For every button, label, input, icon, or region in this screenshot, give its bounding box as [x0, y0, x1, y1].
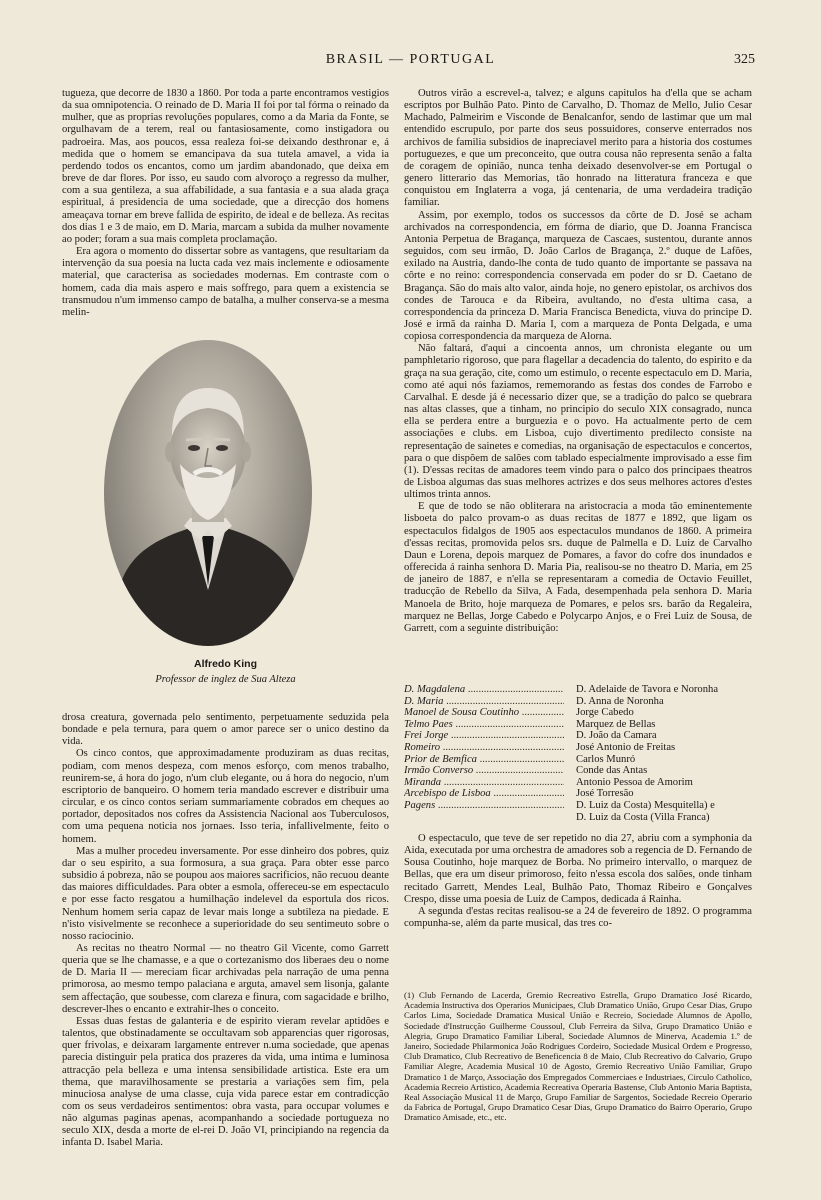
- cast-actor: D. Luiz da Costa (Villa Franca): [576, 812, 752, 824]
- cast-row: [404, 707, 752, 719]
- cast-list: [404, 684, 752, 823]
- cast-row: [404, 765, 752, 777]
- cast-role: Irmão Converso .....: [404, 765, 564, 777]
- running-title: BRASIL — PORTUGAL: [325, 52, 496, 67]
- paragraph: drosa creatura, governada pelo sentimento, perpetuamente seduzida pela bondade e pela ternura, para quem o amor parece ser o unico destino da vida.: [62, 712, 389, 748]
- cast-actor: Marquez de Bellas: [576, 719, 752, 731]
- portrait-photo: [104, 340, 312, 646]
- paragraph: Era agora o momento do dissertar sobre as vantagens, que resultariam da intervenção da sua poesia na lucta cada vez mais inclemente e odiosamente material, que caracterisa as sociedades modernas. Em contraste com o homem, cada dia mais aspero e mais soffrego, para quem a existencia se transmudou n'um immenso campo de batalha, a mulher conserva-se a mesma melin-: [62, 246, 389, 318]
- cast-actor: D. Adelaide de Tavora e Noronha: [576, 684, 752, 696]
- cast-role: Telmo Paes .....: [404, 719, 564, 731]
- paragraph: tugueza, que decorre de 1830 a 1860. Por toda a parte encontramos vestigios da sua omnipotencia. O reinado de D. Maria II foi por tal fórma o reinado da mulher, que as proprias revoluções populares, como a da Maria da Fonte, se orgulhavam de a terem, real ou fantasiosamente, como instigadora ou padroeira. Mas, aos poucos, essa realeza foi-se deixando desthronar e, á medida que o homem se emancipava da sua tutela amavel, a vida ia perdendo todos os encantos, como um jardim abandonado, que deixa em breve de dar flores. Por isso, eu saudo com alvoroço a regresso da mulher, com a sua gentileza, a sua affabilidade, a sua fantasia e a sua alada graça espiritual, á presidencia de uma sociedade, que a direcção dos homens ameaçava tornar em breve fallida de espirito, de ideal e de belleza. As recitas dos dias 1 e 3 de maio, em D. Maria, marcam a subida da mulher novamente ao poder; foram a sua mais completa proclamação.: [62, 88, 389, 245]
- cast-actor: Antonio Pessoa de Amorim: [576, 777, 752, 789]
- cast-row: [404, 684, 752, 696]
- cast-row: [404, 812, 752, 824]
- cast-row: [404, 696, 752, 708]
- left-column-top: [62, 88, 389, 319]
- cast-row: [404, 719, 752, 731]
- cast-actor: Jorge Cabedo: [576, 707, 752, 719]
- paragraph: Os cinco contos, que approximadamente produziram as duas recitas, podiam, com menos despeza, com menos esforço, com menos trabalho, reunirem-se, á hora do jogo, n'um club elegante, ou á hora do negocio, n'um escriptorio de banqueiro. O homem teria mandado escrever e distribuir uma circular, e os cinco contos seriam summariamente cobrados em cheques ao portador, depositados nos cofres da Assistencia Nacional aos Tuberculosos, com uma pequena noticia nos jornaes. Isso teria, infallivelmente, feito o homem.: [62, 748, 389, 845]
- cast-row: [404, 754, 752, 766]
- cast-role: D. Maria .....: [404, 696, 564, 708]
- paragraph: Outros virão a escrevel-a, talvez; e alguns capitulos ha d'ella que se acham escriptos por Bulhão Pato. Pinto de Carvalho, D. Thomaz de Mello, Julio Cesar Machado, Palmeirim e Visconde de Benalcanfor, sendo de lastimar que um mal entendido escrupulo, por parte dos seus possuidores, conserve enterrados nos archivos de familia subsidios de inapreciavel merito para a historia dos costumes portuguezes, e que um preconceito, que outra cousa não representa senão a falta de coragem de opinião, nunca tenha deixado desenvolver-se em Portugal o genero litterario das Memorias, tão honrado na litteratura franceza e que conquistou em Inglaterra a voga, já centenaria, de uma verdadeira tradição familiar.: [404, 88, 752, 209]
- cast-role: Frei Jorge .....: [404, 730, 564, 742]
- running-header: [0, 52, 821, 70]
- cast-row: [404, 800, 752, 812]
- cast-role: D. Magdalena .....: [404, 684, 564, 696]
- page-number: 325: [734, 52, 755, 67]
- cast-role: Arcebispo de Lisboa .....: [404, 788, 564, 800]
- cast-actor: José Antonio de Freitas: [576, 742, 752, 754]
- paragraph: O espectaculo, que teve de ser repetido no dia 27, abriu com a symphonia da Aida, executada por uma orchestra de amadores sob a regencia de D. Fernando de Sousa Coutinho, hoje marquez de Borba. No primeiro intervallo, o marquez de Bellas, que era um diseur primoroso, feito n'essa escola dos salões, onde tinham recitado Garrett, Mendes Leal, Bulhão Pato, Thomaz Ribeiro e Gonçalves Crespo, disse uma poesia de Luiz de Campos, dedicada á Rainha.: [404, 833, 752, 905]
- paragraph: As recitas no theatro Normal — no theatro Gil Vicente, como Garrett queria que se lhe chamasse, e a que o cortezanismo dos liberaes deu o nome de D. Maria II — mereciam ficar archivadas pela narração de uma penna primorosa, ao mesmo tempo palaciana e arguta, amavel sem lisonja, galante sem affectação, que soubesse, com clareza e finura, com sagacidade e brilho, descrever-lhes o encanto e extrahir-lhes o conceito.: [62, 942, 389, 1015]
- cast-actor: D. Anna de Noronha: [576, 696, 752, 708]
- cast-row: [404, 777, 752, 789]
- portrait-caption-role: Professor de inglez de Sua Alteza: [155, 674, 296, 685]
- paragraph: A segunda d'estas recitas realisou-se a 24 de fevereiro de 1892. O programma compunha-se, além da parte musical, das tres co-: [404, 905, 752, 930]
- cast-actor: Conde das Antas: [576, 765, 752, 777]
- cast-role: Miranda .....: [404, 777, 564, 789]
- paragraph: Não faltará, d'aqui a cincoenta annos, um chronista elegante ou um pamphletario rigoroso, que para flagellar a decadencia do talento, do espirito e da graça na sua geração, cite, como um estimulo, o recente espectaculo em D. Maria, como até aqui nós faziamos, rememorando as festas dos condes de Farrobo e Carvalhal. E desde já é necessario dizer que, se a tradição do palco se quebrara nas altas classes, que a tinham, no principio do seculo XIX consagrado, nunca ella se perdera entre a burguezia e o povo. Ha actualmente perto de cem associações e clubs. em Lisboa, cujo divertimento predilecto consiste na representação de sainetes e comedias, na organisação de espectaculos e concertos, para o que dispõem de salões com tablado especialmente improvisado a esse fim (1). D'essas recitas de amadores teem vindo para o palco dos principaes theatros de Lisboa algumas das suas melhores actrizes e dos seus melhores actores d'estes ultimos trinta annos.: [404, 343, 752, 501]
- right-column-middle: [404, 833, 752, 930]
- portrait-caption-name: Alfredo King: [194, 658, 257, 670]
- cast-actor: Carlos Munró: [576, 754, 752, 766]
- paragraph: Essas duas festas de galanteria e de espirito vieram revelar aptidões e talentos, que obstinadamente se occultavam sob apparencias quer rigorosas, quer frivolas, e deixaram largamente entrever n.uma sociedade, que apenas parecia distinguir pela pratica dos prazeres da vida, uma intima e luminosa attracção pela belleza e uma intensa sensibilidade artistica. Este era um thema, que maravilhosamente se prestaria a variações sem fim, pela minuciosa analyse de uma classe, cuja vida parece estar em contradicção com os seus verdadeiros sentimentos: obra vasta, para occupar volumes e não algumas paginas apenas, acompanhando a sociedade portugueza no seculo XIX, desda a morte de el-rei D. João VI, principiando na regencia da infanta D. Isabel Maria.: [62, 1015, 389, 1149]
- paragraph: E que de todo se não obliterara na aristocracia a moda tão eminentemente lisboeta do palco provam-o as duas recitas de 1877 e 1892, que ligam os espectaculos fidalgos de 1905 aos espectaculos mundanos de 1860. A primeira d'essas recitas, promovida pelos srs. duque de Palmella e D. Luiz de Carvalho Daun e Lorena, depois marquez de Pomares, a favor do cofre dos inundados e offerecida á rainha senhora D. Maria Pia, realisou-se no theatro D. Maria, em 25 de janeiro de 1887, e n'ella se representaram a comedia de Octavio Feuillet, traducção de Rebello da Silva, A Fada, desempenhada pela senhora D. Maria Manoela de Brito, hoje marqueza de Pomares, e pelos srs. barão da Regaleira, marquez ne Bellas, Jorge Cabedo e Polycarpo Anjos, e o Frei Luiz de Sousa, de Garrett, com a seguinte distribuição:: [404, 501, 752, 634]
- cast-actor: José Torresão: [576, 788, 752, 800]
- cast-role: Romeiro .....: [404, 742, 564, 754]
- paragraph: Mas a mulher procedeu inversamente. Por esse dinheiro dos pobres, quiz dar o seu espirito, a sua formosura, a sua graça. Para obter esse parco subsidio á pobreza, não se poupou aos maiores sacrificios, não recuou deante das maiores difficuldades. Para obter a esmola, offereceu-se em espectaculo e por esse facto resgatou a humilhação indelevel da esportula dos ricos. Nenhum homem seria capaz de levar mais longe a subtileza na piedade. E n'isto visivelmente se reconhece a superioridade do seu sentimeuto sobre o nosso raciocinio.: [62, 845, 389, 942]
- cast-row: [404, 742, 752, 754]
- left-column-bottom: [62, 712, 389, 1150]
- paragraph: Assim, por exemplo, todos os successos da côrte de D. José se acham archivados na correspondencia, em fórma de diario, que D. Joanna Francisca Antonia Perpetua de Bragança, marqueza de Cascaes, sustentou, durante annos seguidos, com seu irmão, D. João Carlos de Bragança, 2.º duque de Lafões, exilado na Austria, dando-lhe conta de tudo quanto de importante se passava na côrte e no reino: correspondencia conservada em poder do sr D. Caetano de Bragança. São do mais alto valor, ainda hoje, no genero epistolar, os archivos dos condes de Tarouca e da Ribeira, avultando, no d'esta ultima casa, a correspondencia da princeza D. Maria Francisca Benedicta, viuva do principe D. José e irmã da rainha D. Maria I, com a marqueza de Ponta Delgada, e uma copiosa correspondencia da marqueza de Alorna.: [404, 209, 752, 343]
- cast-role: Pagens .....: [404, 800, 564, 812]
- footnote: (1) Club Fernando de Lacerda, Gremio Recreativo Estrella, Grupo Dramatico José Ricardo, Academia Instructiva dos Operarios Municipaes, Club Dramatico União, Grupo Cesar Dias, Grupo Carlos Lima, Sociedade Dramatica Musical União e Recreio, Sociedade Alumnos de Apollo, Sociedade d'Instrucção Guilherme Coussoul, Club Ferreira da Silva, Grupo Dramatico União e Alegria, Grupo Dramatico Familiar Liberal, Sociedade Alumnos de Minerva, Academia 1.º de Janeiro, Sociedade Philarmonica João Rodrigues Cordeiro, Sociedade Musical Ordem e Progresso, Club Dramatico, Club Recreativo de Beneficencia 8 de Maio, Club Recreativo do Calvario, Grupo Familiar Alegre, Academia Musical 10 de Agosto, Gremio Recreativo União Familiar, Grupo Dramatico 1 de Março, Associação dos Empregados Commerciaes e Industriaes, Circulo Catholico, Academia Recreio Artistico, Academia Recreativa Operaria Bastense, Club Antonio Maria Baptista, Real Associação Musical 11 de Março, Grupo Familiar de Sargentos, Sociedade Recreio Operario da Fabrica de Portugal, Grupo Dramatico Cesar Dias, Grupo Dramatico do Bairro Operario, Grupo Dramatico Amisade, etc., etc.: [404, 990, 752, 1123]
- right-column-top: [404, 88, 752, 635]
- cast-row: [404, 730, 752, 742]
- cast-row: [404, 788, 752, 800]
- portrait-man-illustration: [104, 340, 312, 646]
- cast-actor: D. Luiz da Costa) Mesquitella) e: [576, 800, 752, 812]
- cast-role: Prior de Bemfica .....: [404, 754, 564, 766]
- cast-role: Manoel de Sousa Coutinho .....: [404, 707, 564, 719]
- cast-actor: D. João da Camara: [576, 730, 752, 742]
